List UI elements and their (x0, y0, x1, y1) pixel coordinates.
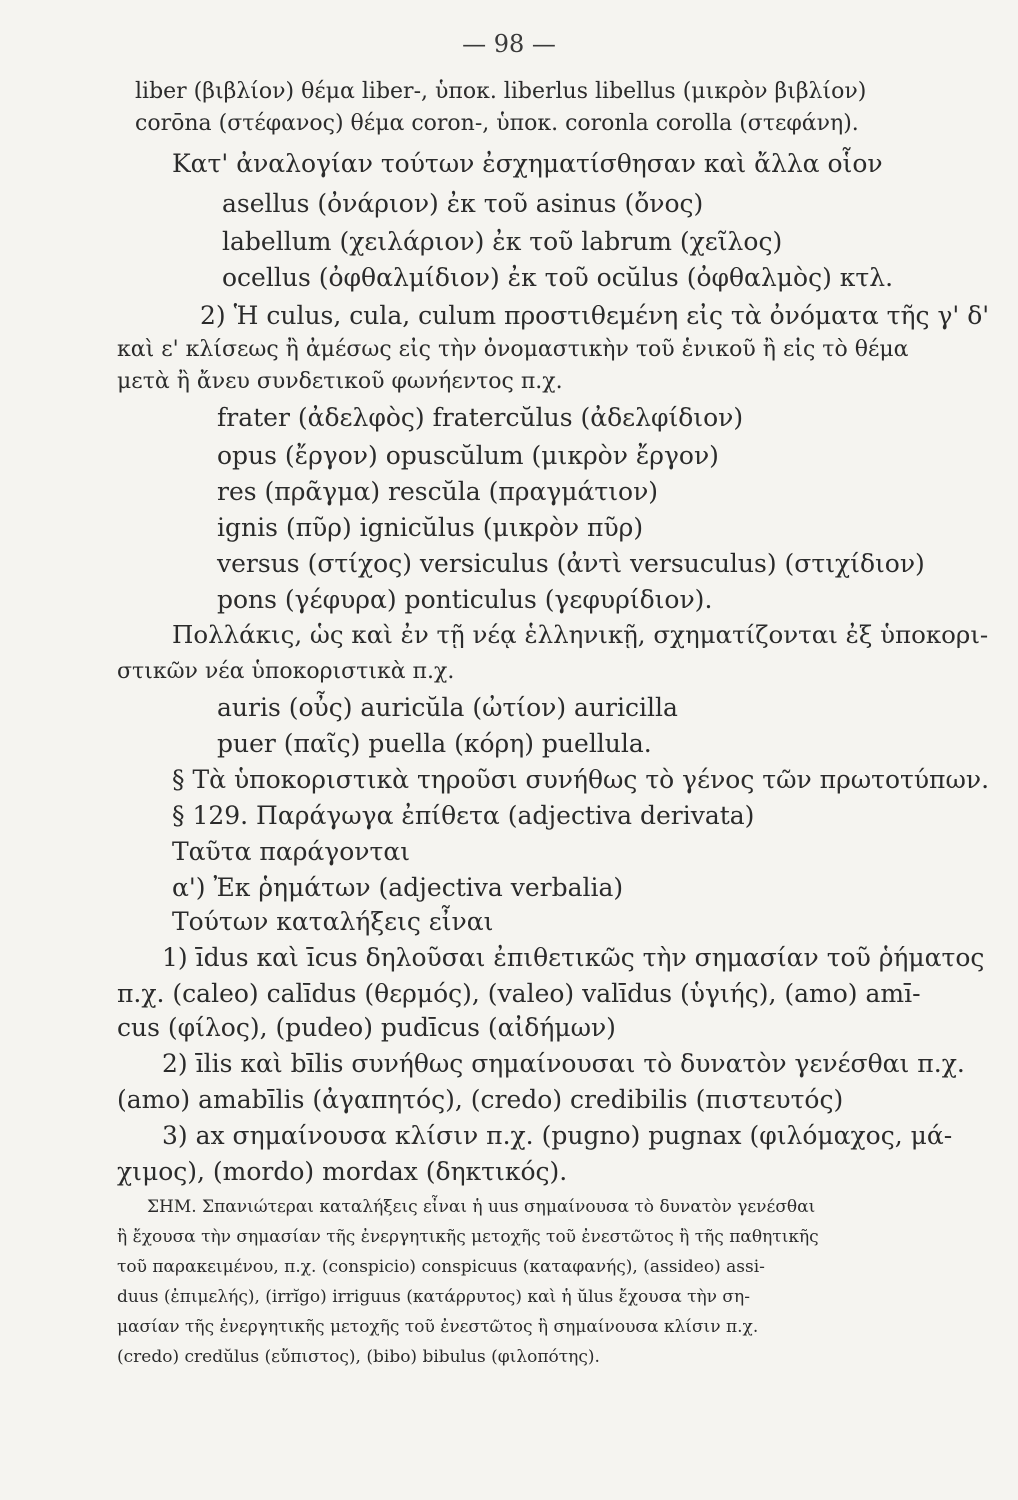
text-line: Ταῦτα παράγονται (172, 837, 411, 866)
text-line: ocellus (ὀφθαλμίδιον) ἐκ τοῦ ocŭlus (ὀφθαλμὸς) κτλ. (222, 263, 894, 292)
text-line: puer (παῖς) puella (κόρη) puellula. (217, 729, 652, 758)
text-line: pons (γέφυρα) ponticulus (γεφυρίδιον). (217, 585, 713, 614)
text-line: liber (βιβλίον) θέμα liber-, ὑποκ. liberlus libellus (μικρὸν βιβλίον) (135, 79, 867, 104)
note-line: μασίαν τῆς ἐνεργητικῆς μετοχῆς τοῦ ἐνεστῶτος ἢ σημαίνουσα κλίσιν π.χ. (117, 1317, 759, 1337)
text-line: 2) īlis καὶ bīlis συνήθως σημαίνουσαι τὸ δυνατὸν γενέσθαι π.χ. (162, 1049, 965, 1078)
text-line: (amo) amabīlis (ἀγαπητός), (credo) credibilis (πιστευτός) (117, 1085, 844, 1114)
text-line: π.χ. (caleo) calīdus (θερμός), (valeo) valīdus (ὑγιής), (amo) amī- (117, 979, 921, 1008)
text-line: στικῶν νέα ὑποκοριστικὰ π.χ. (117, 659, 455, 684)
note-line: (credo) credŭlus (εὔπιστος), (bibo) bibulus (φιλοπότης). (117, 1347, 600, 1367)
text-line: Κατ' ἀναλογίαν τούτων ἐσχηματίσθησαν καὶ ἄλλα οἷον (172, 149, 883, 178)
text-line: Τούτων καταλήξεις εἶναι (172, 907, 494, 936)
text-line: 3) ax σημαίνουσα κλίσιν π.χ. (pugno) pugnax (φιλόμαχος, μά- (162, 1121, 953, 1150)
section-heading: § 129. Παράγωγα ἐπίθετα (adjectiva derivata) (172, 801, 755, 830)
text-line: Πολλάκις, ὡς καὶ ἐν τῇ νέᾳ ἑλληνικῇ, σχηματίζονται ἐξ ὑποκορι- (172, 620, 989, 649)
text-line: ignis (πῦρ) ignicŭlus (μικρὸν πῦρ) (217, 513, 644, 542)
text-line: 2) Ἡ culus, cula, culum προστιθεμένη εἰς τὰ ὀνόματα τῆς γ' δ' (200, 301, 990, 330)
text-line: opus (ἔργον) opuscŭlum (μικρὸν ἔργον) (217, 441, 719, 470)
text-line: § Τὰ ὑποκοριστικὰ τηροῦσι συνήθως τὸ γένος τῶν πρωτοτύπων. (172, 765, 990, 794)
text-line: μετὰ ἢ ἄνευ συνδετικοῦ φωνήεντος π.χ. (117, 369, 563, 394)
note-line: τοῦ παρακειμένου, π.χ. (conspicio) conspicuus (καταφανής), (assideo) assi- (117, 1257, 765, 1277)
text-line: labellum (χειλάριον) ἐκ τοῦ labrum (χεῖλος) (222, 227, 783, 256)
text-line: asellus (ὀνάριον) ἐκ τοῦ asinus (ὄνος) (222, 189, 704, 218)
text-line: corōna (στέφανος) θέμα coron-, ὑποκ. coronla corolla (στεφάνη). (135, 111, 859, 136)
text-line: versus (στίχος) versiculus (ἀντὶ versuculus) (στιχίδιον) (217, 549, 925, 578)
page-number: — 98 — (462, 30, 556, 58)
text-line: 1) īdus καὶ īcus δηλοῦσαι ἐπιθετικῶς τὴν σημασίαν τοῦ ῥήματος (162, 943, 985, 972)
note-line: duus (ἐπιμελής), (irrĭgo) irriguus (κατάρρυτος) καὶ ἡ ŭlus ἔχουσα τὴν ση- (117, 1287, 750, 1307)
note-line: ΣΗΜ. Σπανιώτεραι καταλήξεις εἶναι ἡ uus σημαίνουσα τὸ δυνατὸν γενέσθαι (147, 1197, 816, 1217)
text-line: καὶ ε' κλίσεως ἢ ἀμέσως εἰς τὴν ὀνομαστικὴν τοῦ ἑνικοῦ ἢ εἰς τὸ θέμα (117, 337, 909, 362)
text-line: cus (φίλος), (pudeo) pudīcus (αἰδήμων) (117, 1013, 616, 1042)
note-line: ἢ ἔχουσα τὴν σημασίαν τῆς ἐνεργητικῆς μετοχῆς τοῦ ἐνεστῶτος ἢ τῆς παθητικῆς (117, 1227, 819, 1247)
text-line: auris (οὖς) auricŭla (ὠτίον) auricilla (217, 693, 678, 722)
text-line: frater (ἀδελφὸς) fratercŭlus (ἀδελφίδιον) (217, 403, 744, 432)
text-line: χιμος), (mordo) mordax (δηκτικός). (117, 1157, 568, 1186)
text-line: α') Ἐκ ῥημάτων (adjectiva verbalia) (172, 873, 624, 902)
text-line: res (πρᾶγμα) rescŭla (πραγμάτιον) (217, 477, 659, 506)
